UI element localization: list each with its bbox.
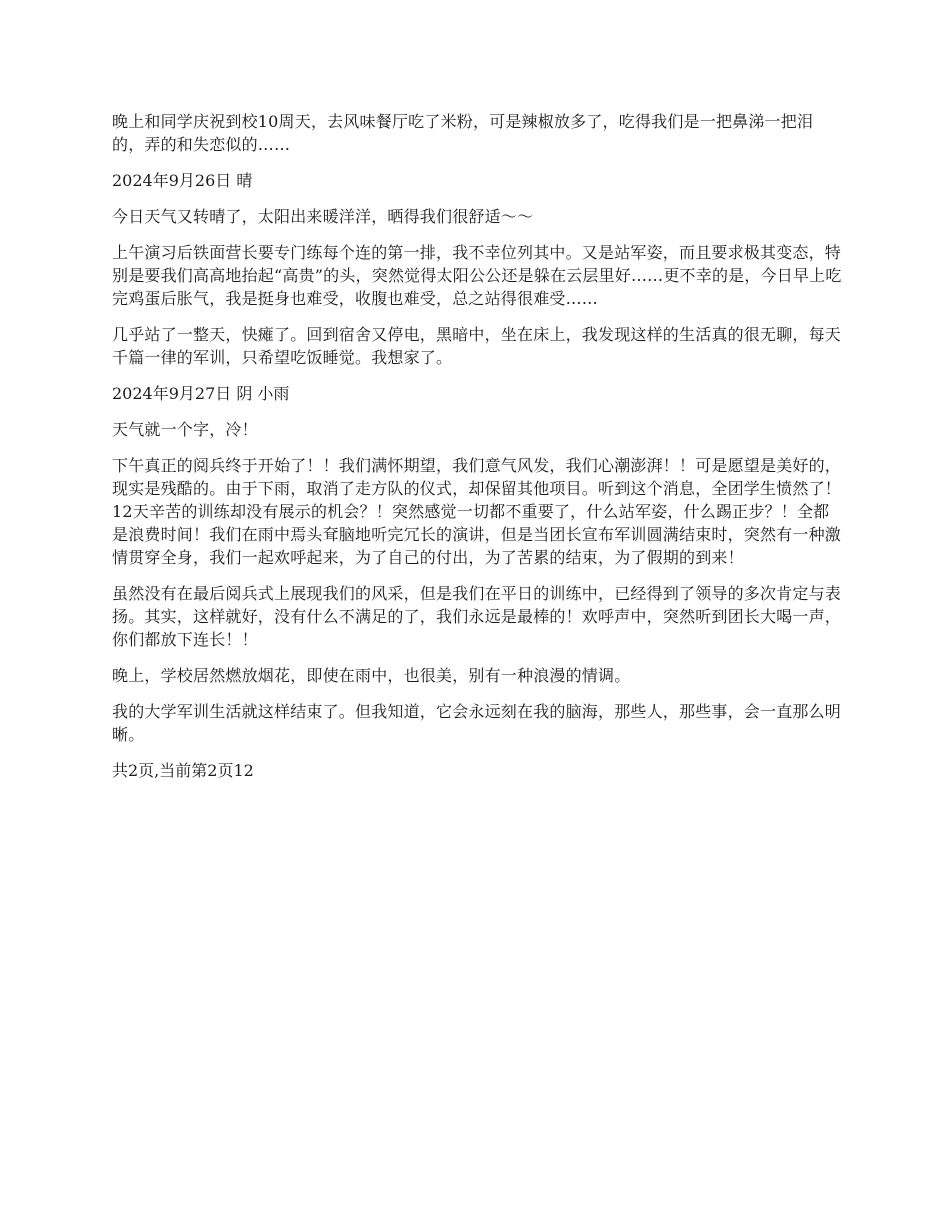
date-heading-sept-26: 2024年9月26日 晴 — [112, 171, 253, 190]
paragraph-fireworks: 晚上，学校居然燃放烟花，即使在雨中，也很美，别有一种浪漫的情调。 — [112, 666, 631, 685]
paragraph-weather-sunny: 今日天气又转晴了，太阳出来暖洋洋，晒得我们很舒适～～ — [112, 207, 534, 226]
paragraph-drill: 上午演习后铁面营长要专门练每个连的第一排，我不幸位列其中。又是站军姿，而且要求极其变态，特别是要我们高高地抬起“高贵”的头，突然觉得太阳公公还是躲在云层里好……更不幸的是，今日早上吃完鸡蛋后胀气，我是挺身也难受，收腹也难受，总之站得很难受…… — [112, 243, 842, 308]
paragraph-weather-cold: 天气就一个字，冷！ — [112, 420, 258, 439]
paragraph-homesick: 几乎站了一整天，快瘫了。回到宿舍又停电，黑暗中，坐在床上，我发现这样的生活真的很无聊，每天千篇一律的军训，只希望吃饭睡觉。我想家了。 — [112, 325, 842, 367]
pagination-summary: 共2页,当前第2页 — [112, 761, 234, 780]
date-heading-sept-27: 2024年9月27日 阴 小雨 — [112, 384, 290, 403]
document-page — [112, 110, 842, 782]
paragraph-dinner: 晚上和同学庆祝到校10周天，去风味餐厅吃了米粉，可是辣椒放多了，吃得我们是一把鼻涕一把泪的，弄的和失恋似的…… — [112, 112, 814, 154]
paragraph-conclusion: 我的大学军训生活就这样结束了。但我知道，它会永远刻在我的脑海，那些人，那些事，会一直那么明晰。 — [112, 702, 842, 744]
paragraph-parade: 下午真正的阅兵终于开始了！！我们满怀期望，我们意气风发，我们心潮澎湃！！可是愿望是美好的，现实是残酷的。由于下雨，取消了走方队的仪式，却保留其他项目。听到这个消息，全团学生愤然了！12天辛苦的训练却没有展示的机会？！突然感觉一切都不重要了，什么站军姿，什么踢正步？！全都是浪费时间！我们在雨中焉头耷脑地听完冗长的演讲，但是当团长宣布军训圆满结束时，突然有一种激情贯穿全身，我们一起欢呼起来，为了自己的付出，为了苦累的结束，为了假期的到来！ — [112, 456, 842, 567]
pagination-page-links[interactable]: 12 — [233, 761, 254, 780]
paragraph-praise: 虽然没有在最后阅兵式上展现我们的风采，但是我们在平日的训练中，已经得到了领导的多次肯定与表扬。其实，这样就好，没有什么不满足的了，我们永远是最棒的！欢呼声中，突然听到团长大喝一声，你们都放下连长！！ — [112, 584, 842, 649]
pagination — [112, 759, 842, 782]
